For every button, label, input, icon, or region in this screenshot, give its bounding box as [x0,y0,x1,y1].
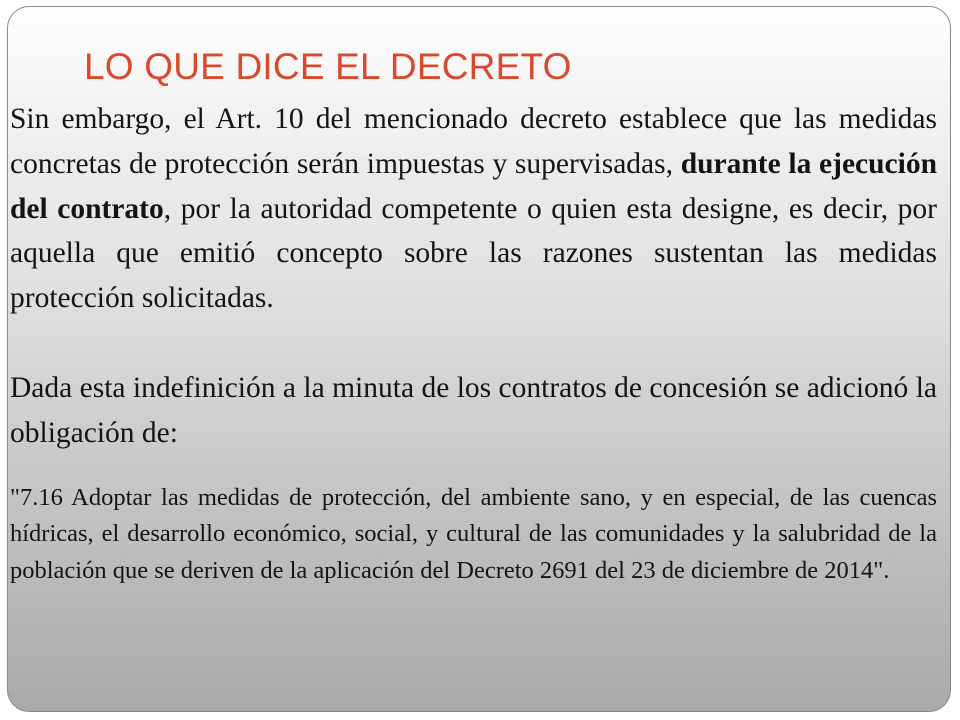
paragraph1-text-start: Sin embargo, el Art. 10 del mencionado decreto establece que las medidas concretas de protección serán impuestas y supervisadas, [10,103,937,180]
paragraph-indefinition: Dada esta indefinición a la minuta de los contratos de concesión se adicionó la obligación de: [10,371,937,449]
slide [7,6,951,712]
quoted-obligation: "7.16 Adoptar las medidas de protección, del ambiente sano, y en especial, de las cuencas hídricas, el desarrollo económico, social, y cultural de las comunidades y la salubridad de la población que se deriven de la aplicación del Decreto 2691 del 23 de diciembre de 2014". [10,483,937,584]
paragraph-article-10 [10,97,937,321]
paragraph1-text-end: , por la autoridad competente o quien esta designe, es decir, por aquella que emitió concepto sobre las razones sustentan las medidas protección solicitadas. [10,192,938,315]
slide-title: LO QUE DICE EL DECRETO [84,46,572,87]
slide-body [10,97,937,589]
paragraph1-bold-phrase: durante la ejecución del contrato [10,147,938,225]
